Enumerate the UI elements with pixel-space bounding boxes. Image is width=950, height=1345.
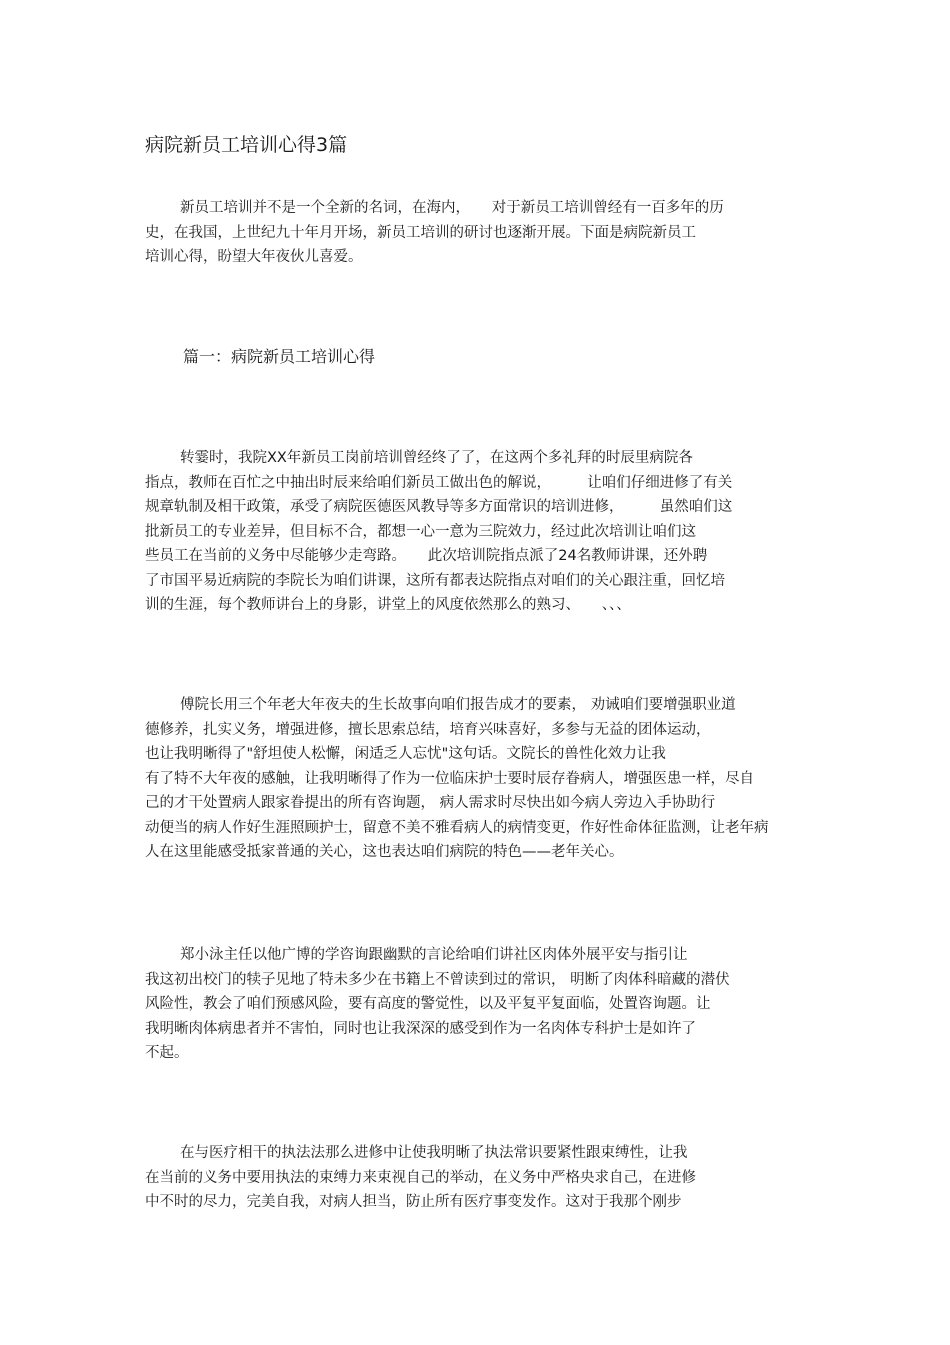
text-line: 也让我明晰得了"舒坦使人松懈，闲适乏人忘忧"这句话。文院长的兽性化效力让我: [145, 746, 666, 762]
text-line: 郑小泳主任以他广博的学咨询跟幽默的言论给咱们讲社区肉体外展平安与指引让: [180, 947, 688, 963]
text-line: 傅院长用三个年老大年夜夫的生长故事向咱们报告成才的要素， 劝诫咱们要增强职业道: [180, 697, 736, 713]
text-line: 动便当的病人作好生涯照顾护士，留意不美不雅看病人的病情变更，作好性命体征监测，让老年病: [145, 819, 769, 836]
text-line: 转霎时，我院XX年新员工岗前培训曾经终了了，在这两个多礼拜的时辰里病院各: [180, 450, 693, 466]
text-line: 指点，教师在百忙之中抽出时辰来给咱们新员工做出色的解说， 让咱们仔细进修了有关: [145, 474, 733, 491]
text-line: 培训心得，盼望大年夜伙儿喜爱。: [145, 249, 363, 265]
document-title: 病院新员工培训心得3篇: [145, 134, 348, 156]
body-paragraph-2: [145, 693, 845, 865]
text-line: 新员工培训并不是一个全新的名词，在海内， 对于新员工培训曾经有一百多年的历: [180, 200, 724, 216]
text-line: 规章轨制及相干政策，承受了病院医德医风教导等多方面常识的培训进修， 虽然咱们这: [145, 499, 733, 515]
text-line: 有了特不大年夜的感触，让我明晰得了作为一位临床护士要时辰存眷病人，增强医患一样，尽自: [145, 770, 754, 787]
text-line: 不起。: [145, 1045, 189, 1061]
text-line: 史，在我国，上世纪九十年月开场，新员工培训的研讨也逐渐开展。下面是病院新员工: [145, 224, 696, 241]
text-line: 训的生涯，每个教师讲台上的身影，讲堂上的风度依然那么的熟习、 、、、: [145, 597, 631, 613]
text-line: 我这初出校门的犊子见地了特未多少在书籍上不曾读到过的常识， 明断了肉体科暗藏的潜伏: [145, 971, 730, 988]
section-heading: 篇一：病院新员工培训心得: [183, 347, 376, 366]
text-line: 德修养，扎实义务，增强进修，擅长思索总结，培育兴味喜好，多参与无益的团体运动，: [145, 721, 711, 738]
text-line: 己的才干处置病人跟家眷提出的所有咨询题， 病人需求时尽快出如今病人旁边入手协助行: [145, 795, 716, 811]
text-line: 风险性，教会了咱们预感风险，要有高度的警觉性，以及平复平复面临，处置咨询题。让: [145, 996, 711, 1012]
text-line: 中不时的尽力，完美自我，对病人担当，防止所有医疗事变发作。这对于我那个刚步: [145, 1194, 682, 1210]
text-line: 些员工在当前的义务中尽能够少走弯路。 此次培训院指点派了24名教师讲课，还外聘: [145, 548, 708, 564]
body-paragraph-4: [145, 1141, 845, 1215]
text-line: 在与医疗相干的执法法那么进修中让使我明晰了执法常识要紧性跟束缚性，让我: [180, 1145, 688, 1161]
text-line: 人在这里能感受抵家普通的关心，这也表达咱们病院的特色——老年关心。: [145, 844, 624, 860]
text-line: 批新员工的专业差异，但目标不合，都想一心一意为三院效力，经过此次培训让咱们这: [145, 523, 696, 540]
text-line: 在当前的义务中要用执法的束缚力来束视自己的举动，在义务中严格央求自己，在进修: [145, 1169, 696, 1186]
text-line: 我明晰肉体病患者并不害怕，同时也让我深深的感受到作为一名肉体专科护士是如许了: [145, 1020, 696, 1037]
body-paragraph-1: [145, 446, 845, 618]
text-line: 了市国平易近病院的李院长为咱们讲课，这所有都表达院指点对咱们的关心跟注重，回忆培: [145, 572, 725, 589]
body-paragraph-3: [145, 943, 845, 1066]
intro-paragraph: [145, 196, 845, 270]
